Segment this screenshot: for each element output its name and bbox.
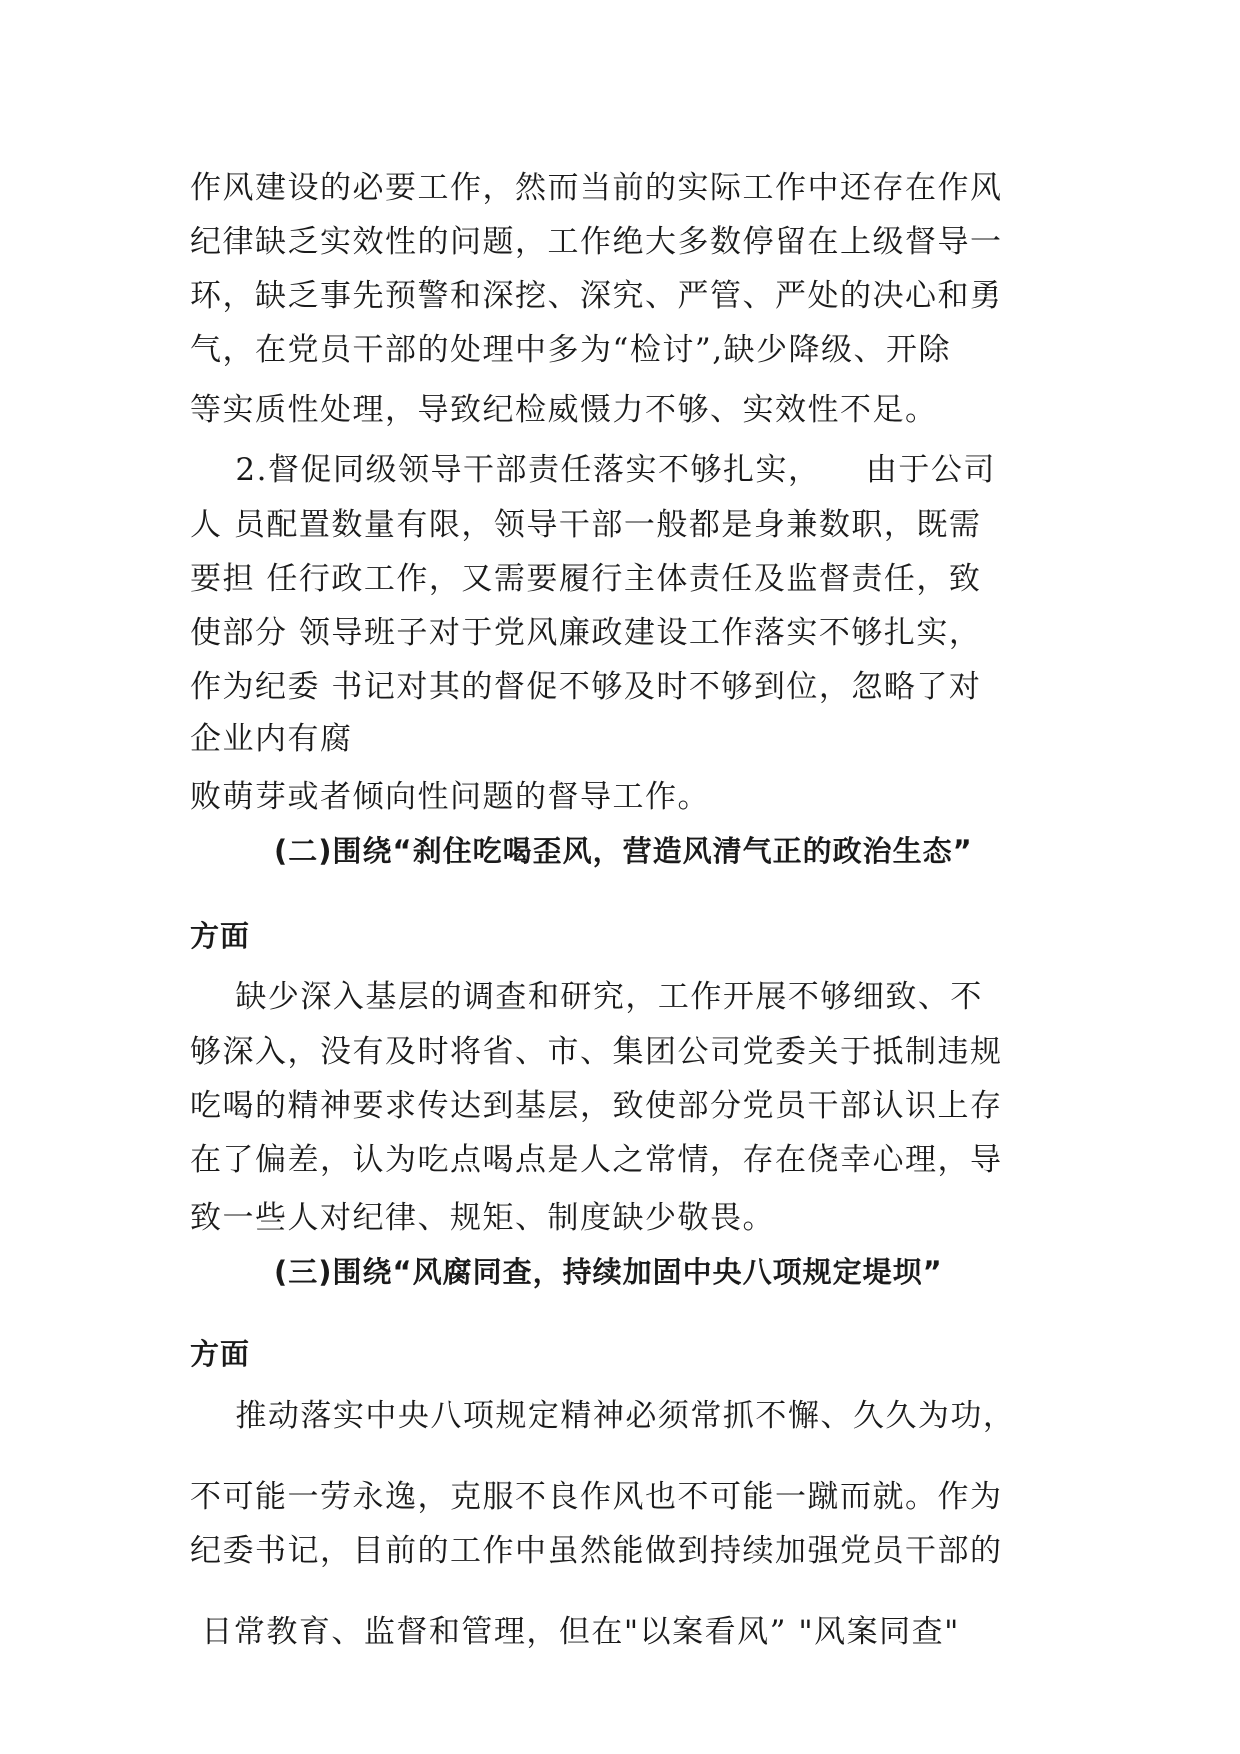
body-line-6: 2.督促同级领导干部责任落实不够扎实， 由于公司 (190, 452, 996, 488)
body-line-13: 缺少深入基层的调查和研究，工作开展不够细致、不 (190, 979, 983, 1015)
body-line-15: 吃喝的精神要求传达到基层，致使部分党员干部认识上存 (190, 1088, 1003, 1124)
body-line-10: 作为纪委 书记对其的督促不够及时不够到位，忽略了对 (190, 669, 982, 705)
body-line-19: 不可能一劳永逸，克服不良作风也不可能一蹴而就。作为 (190, 1479, 1003, 1515)
body-line-7: 人 员配置数量有限，领导干部一般都是身兼数职，既需 (190, 507, 982, 543)
body-line-4: 气，在党员干部的处理中多为“检讨”,缺少降级、开除 (190, 332, 952, 368)
body-line-3: 环，缺乏事先预警和深挖、深究、严管、严处的决心和勇 (190, 278, 1003, 314)
body-line-17: 致一些人对纪律、规矩、制度缺少敬畏。 (190, 1200, 775, 1236)
body-line-12: 败萌芽或者倾向性问题的督导工作。 (190, 779, 710, 815)
section-heading-3-suffix: 方面 (190, 1337, 251, 1371)
body-line-11: 企业内有腐 (190, 721, 353, 757)
body-line-5: 等实质性处理，导致纪检威慑力不够、实效性不足。 (190, 392, 938, 428)
body-line-16: 在了偏差，认为吃点喝点是人之常情，存在侥幸心理，导 (190, 1142, 1003, 1178)
body-line-14: 够深入，没有及时将省、市、集团公司党委关于抵制违规 (190, 1034, 1003, 1070)
body-line-9: 使部分 领导班子对于党风廉政建设工作落实不够扎实， (190, 615, 982, 651)
body-line-2: 纪律缺乏实效性的问题，工作绝大多数停留在上级督导一 (190, 224, 1003, 260)
body-line-21: 日常教育、监督和管理，但在"以案看风” "风案同查" (190, 1614, 960, 1650)
section-heading-2: (二)围绕“刹住吃喝歪风，营造风清气正的政治生态” (274, 834, 973, 868)
body-line-8: 要担 任行政工作，又需要履行主体责任及监督责任，致 (190, 561, 982, 597)
body-line-20: 纪委书记，目前的工作中虽然能做到持续加强党员干部的 (190, 1533, 1003, 1569)
section-heading-3: (三)围绕“风腐同查，持续加固中央八项规定堤坝” (274, 1255, 943, 1289)
body-line-1: 作风建设的必要工作，然而当前的实际工作中还存在作风 (190, 170, 1003, 206)
section-heading-2-suffix: 方面 (190, 919, 251, 953)
body-line-18: 推动落实中央八项规定精神必须常抓不懈、久久为功， (190, 1398, 1016, 1434)
